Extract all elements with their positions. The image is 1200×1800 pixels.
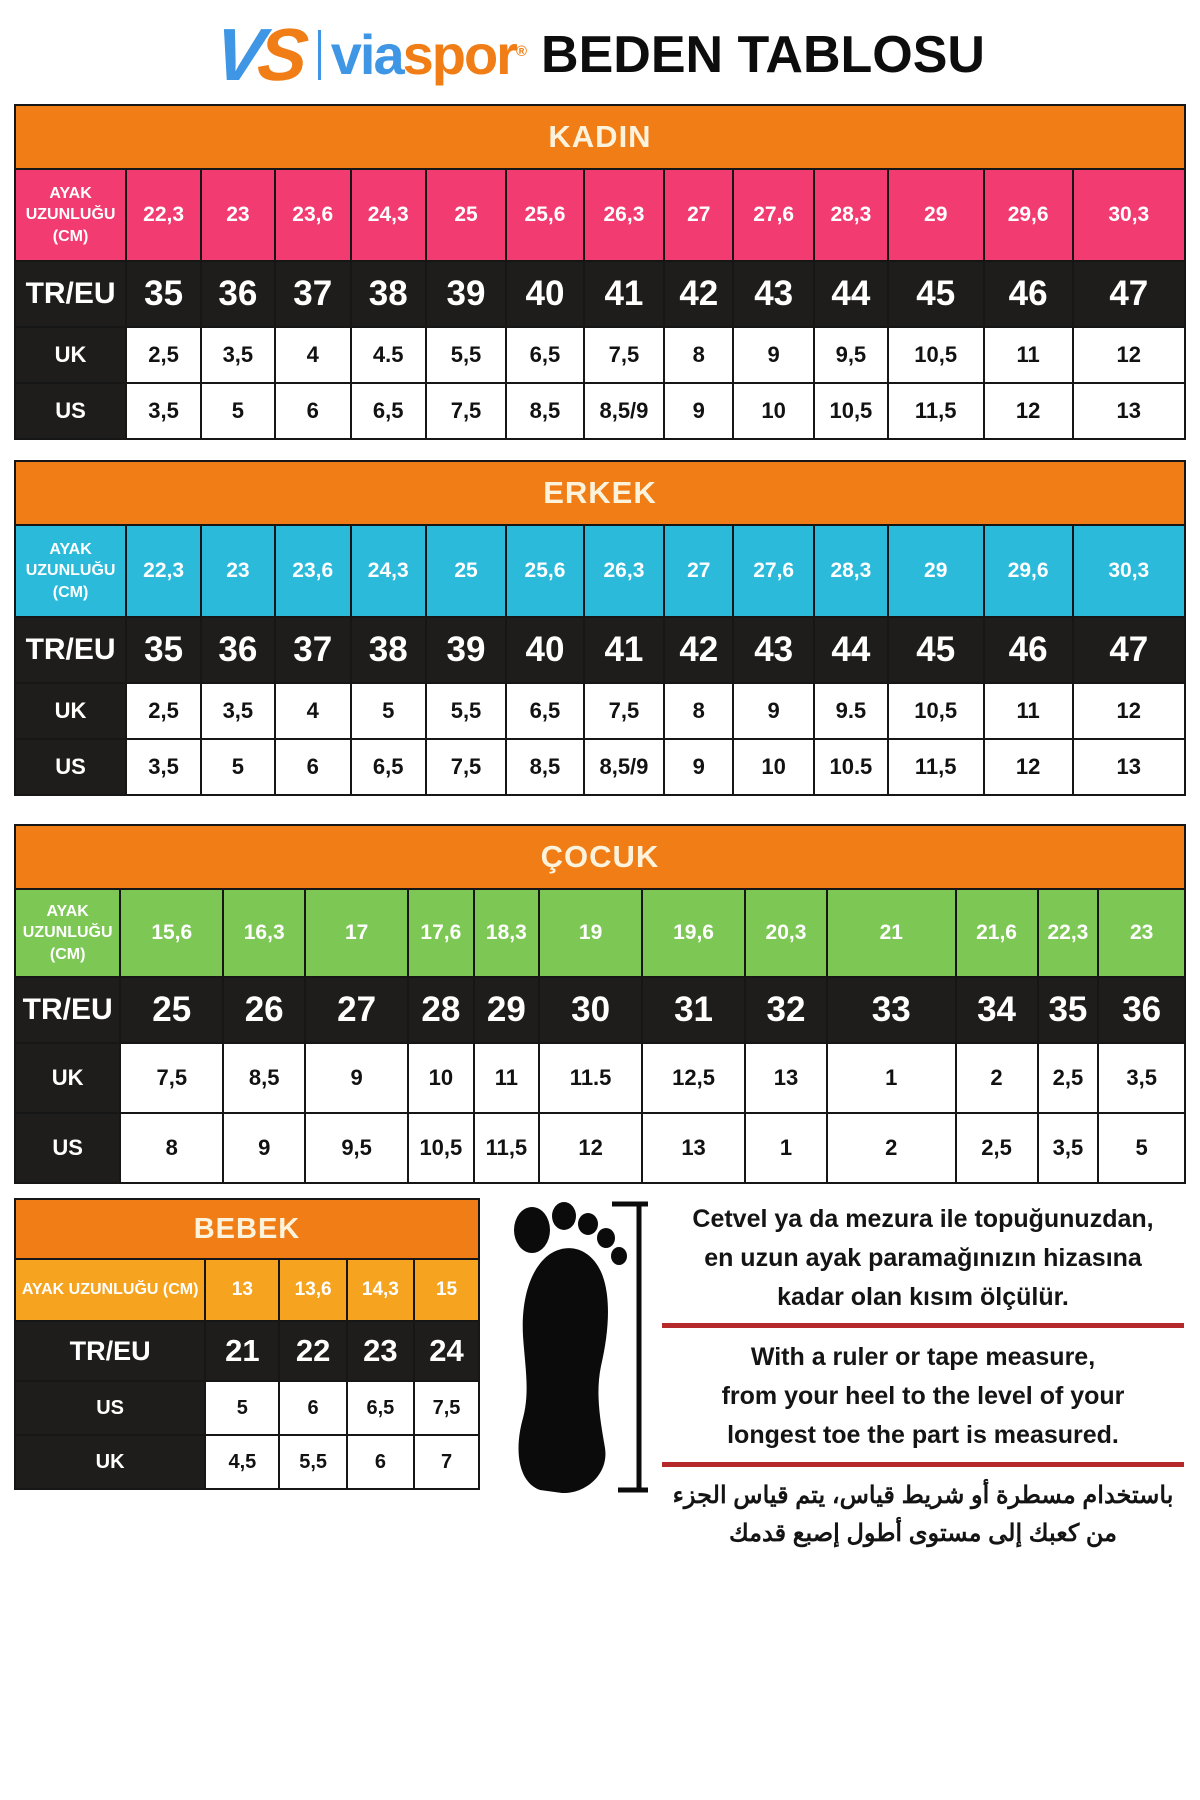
- size-cell: 33: [827, 977, 956, 1043]
- children-size-table: [14, 824, 1186, 1184]
- size-cell: 9,5: [305, 1113, 408, 1183]
- instructions-arabic: [660, 1477, 1186, 1554]
- size-cell: 16,3: [223, 889, 305, 977]
- size-cell: 24,3: [351, 525, 426, 617]
- size-cell: 11: [984, 683, 1073, 739]
- size-cell: 5: [205, 1381, 279, 1435]
- row-label: US: [15, 383, 126, 439]
- row-label: UK: [15, 683, 126, 739]
- row-label: US: [15, 1381, 205, 1435]
- size-cell: 36: [201, 261, 275, 327]
- size-cell: 8: [664, 683, 733, 739]
- size-cell: 27: [664, 169, 733, 261]
- size-cell: 6,5: [351, 383, 426, 439]
- size-cell: 25: [426, 169, 507, 261]
- measurement-instructions: [648, 1198, 1186, 1553]
- row-label: TR/EU: [15, 977, 120, 1043]
- instruction-line: باستخدام مسطرة أو شريط قياس، يتم قياس الجزء: [672, 1481, 1174, 1509]
- size-cell: 32: [745, 977, 827, 1043]
- size-cell: 12: [1073, 327, 1185, 383]
- size-cell: 11,5: [888, 383, 984, 439]
- instruction-line: longest toe the part is measured.: [727, 1420, 1119, 1449]
- size-cell: 47: [1073, 261, 1185, 327]
- size-cell: 18,3: [474, 889, 540, 977]
- size-cell: 6: [347, 1435, 414, 1489]
- size-cell: 4: [275, 683, 351, 739]
- size-cell: 4,5: [205, 1435, 279, 1489]
- size-cell: 13: [205, 1259, 279, 1321]
- row-label: UK: [15, 327, 126, 383]
- size-cell: 7,5: [414, 1381, 479, 1435]
- size-cell: 3,5: [1038, 1113, 1099, 1183]
- size-cell: 7,5: [426, 739, 507, 795]
- size-cell: 2: [827, 1113, 956, 1183]
- size-cell: 4.5: [351, 327, 426, 383]
- size-cell: 15: [414, 1259, 479, 1321]
- row-label: UK: [15, 1043, 120, 1113]
- size-cell: 29,6: [984, 525, 1073, 617]
- size-cell: 3,5: [126, 383, 201, 439]
- instruction-line: kadar olan kısım ölçülür.: [777, 1282, 1069, 1311]
- row-label: AYAK UZUNLUĞU (CM): [15, 1259, 205, 1321]
- size-cell: 45: [888, 261, 984, 327]
- size-cell: 29: [474, 977, 540, 1043]
- size-cell: 38: [351, 617, 426, 683]
- size-cell: 9,5: [814, 327, 888, 383]
- size-cell: 37: [275, 261, 351, 327]
- size-cell: 9: [664, 739, 733, 795]
- size-cell: 42: [664, 617, 733, 683]
- size-cell: 2,5: [126, 327, 201, 383]
- size-cell: 12: [984, 383, 1073, 439]
- bebek-table-title: BEBEK: [15, 1199, 479, 1259]
- size-cell: 10,5: [888, 683, 984, 739]
- foot-diagram: [488, 1198, 648, 1496]
- size-cell: 27,6: [733, 169, 814, 261]
- size-cell: 13,6: [279, 1259, 346, 1321]
- size-cell: 8,5: [506, 739, 583, 795]
- instruction-line: en uzun ayak paramağınızın hizasına: [704, 1243, 1142, 1272]
- size-cell: 13: [1073, 739, 1185, 795]
- size-cell: 27: [305, 977, 408, 1043]
- size-cell: 27: [664, 525, 733, 617]
- size-cell: 35: [1038, 977, 1099, 1043]
- registered-mark-icon: ®: [515, 43, 526, 60]
- size-cell: 1: [827, 1043, 956, 1113]
- size-cell: 40: [506, 617, 583, 683]
- size-cell: 38: [351, 261, 426, 327]
- row-label: TR/EU: [15, 261, 126, 327]
- size-cell: 36: [201, 617, 275, 683]
- size-cell: 46: [984, 617, 1073, 683]
- row-label: AYAK UZUNLUĞU (CM): [15, 889, 120, 977]
- size-cell: 12: [984, 739, 1073, 795]
- instructions-turkish: [660, 1200, 1186, 1316]
- size-cell: 23,6: [275, 525, 351, 617]
- size-cell: 10: [408, 1043, 474, 1113]
- size-cell: 6,5: [506, 683, 583, 739]
- row-label: US: [15, 1113, 120, 1183]
- row-label: US: [15, 739, 126, 795]
- size-cell: 23: [347, 1321, 414, 1381]
- size-cell: 8: [664, 327, 733, 383]
- instruction-line: from your heel to the level of your: [721, 1382, 1125, 1410]
- size-cell: 8,5: [223, 1043, 305, 1113]
- size-cell: 10,5: [814, 383, 888, 439]
- size-cell: 43: [733, 617, 814, 683]
- size-cell: 25,6: [506, 169, 583, 261]
- size-cell: 6: [275, 383, 351, 439]
- row-label: AYAK UZUNLUĞU (CM): [15, 525, 126, 617]
- instructions-english: [660, 1338, 1186, 1454]
- size-cell: 40: [506, 261, 583, 327]
- size-cell: 5,5: [426, 327, 507, 383]
- size-cell: 23: [201, 169, 275, 261]
- size-cell: 2: [956, 1043, 1038, 1113]
- men-size-table: [14, 460, 1186, 796]
- size-cell: 3,5: [1098, 1043, 1185, 1113]
- row-label: UK: [15, 1435, 205, 1489]
- size-cell: 6,5: [351, 739, 426, 795]
- size-cell: 21: [205, 1321, 279, 1381]
- size-cell: 17,6: [408, 889, 474, 977]
- brand-wordmark: viaspor®: [330, 23, 526, 86]
- size-cell: 11,5: [474, 1113, 540, 1183]
- size-cell: 5: [1098, 1113, 1185, 1183]
- size-cell: 25: [120, 977, 223, 1043]
- size-cell: 17: [305, 889, 408, 977]
- size-cell: 30,3: [1073, 525, 1185, 617]
- size-cell: 30,3: [1073, 169, 1185, 261]
- size-cell: 7: [414, 1435, 479, 1489]
- row-label: TR/EU: [15, 617, 126, 683]
- size-cell: 19,6: [642, 889, 745, 977]
- size-cell: 11.5: [539, 1043, 642, 1113]
- page-header: [14, 12, 1186, 98]
- size-cell: 14,3: [347, 1259, 414, 1321]
- size-cell: 42: [664, 261, 733, 327]
- size-cell: 2,5: [956, 1113, 1038, 1183]
- size-cell: 22,3: [126, 169, 201, 261]
- baby-size-table: [14, 1198, 480, 1490]
- size-cell: 7,5: [584, 683, 665, 739]
- size-cell: 7,5: [584, 327, 665, 383]
- page-title: BEDEN TABLOSU: [541, 26, 985, 84]
- size-cell: 9: [305, 1043, 408, 1113]
- size-cell: 44: [814, 617, 888, 683]
- size-cell: 10: [733, 383, 814, 439]
- size-cell: 11,5: [888, 739, 984, 795]
- size-cell: 19: [539, 889, 642, 977]
- size-cell: 30: [539, 977, 642, 1043]
- size-cell: 11: [984, 327, 1073, 383]
- size-cell: 4: [275, 327, 351, 383]
- size-cell: 3,5: [201, 683, 275, 739]
- instruction-line: من كعبك إلى مستوى أطول إصبع قدمك: [728, 1519, 1118, 1547]
- size-cell: 2,5: [1038, 1043, 1099, 1113]
- size-cell: 22: [279, 1321, 346, 1381]
- size-cell: 1: [745, 1113, 827, 1183]
- size-cell: 28: [408, 977, 474, 1043]
- size-cell: 5: [201, 739, 275, 795]
- size-cell: 6,5: [506, 327, 583, 383]
- size-cell: 24: [414, 1321, 479, 1381]
- size-cell: 22,3: [126, 525, 201, 617]
- size-cell: 45: [888, 617, 984, 683]
- size-cell: 12,5: [642, 1043, 745, 1113]
- size-cell: 7,5: [120, 1043, 223, 1113]
- size-cell: 27,6: [733, 525, 814, 617]
- size-cell: 5: [351, 683, 426, 739]
- size-cell: 3,5: [201, 327, 275, 383]
- size-cell: 12: [539, 1113, 642, 1183]
- measurement-line: [612, 1204, 648, 1490]
- size-cell: 37: [275, 617, 351, 683]
- size-cell: 31: [642, 977, 745, 1043]
- foot-silhouette: [514, 1202, 627, 1493]
- size-cell: 25,6: [506, 525, 583, 617]
- size-cell: 26: [223, 977, 305, 1043]
- size-cell: 13: [642, 1113, 745, 1183]
- size-cell: 39: [426, 617, 507, 683]
- size-cell: 46: [984, 261, 1073, 327]
- size-cell: 36: [1098, 977, 1185, 1043]
- logo-vs-monogram: VS: [210, 13, 307, 96]
- size-cell: 10,5: [408, 1113, 474, 1183]
- viaspor-logo: [210, 13, 526, 96]
- size-cell: 3,5: [126, 739, 201, 795]
- size-cell: 29,6: [984, 169, 1073, 261]
- size-cell: 43: [733, 261, 814, 327]
- size-cell: 11: [474, 1043, 540, 1113]
- size-cell: 28,3: [814, 525, 888, 617]
- row-label: AYAK UZUNLUĞU (CM): [15, 169, 126, 261]
- size-cell: 12: [1073, 683, 1185, 739]
- size-cell: 41: [584, 261, 665, 327]
- size-cell: 26,3: [584, 169, 665, 261]
- size-cell: 9: [733, 683, 814, 739]
- size-cell: 15,6: [120, 889, 223, 977]
- size-cell: 9.5: [814, 683, 888, 739]
- size-cell: 44: [814, 261, 888, 327]
- size-cell: 29: [888, 525, 984, 617]
- size-cell: 20,3: [745, 889, 827, 977]
- size-cell: 25: [426, 525, 507, 617]
- size-cell: 5: [201, 383, 275, 439]
- size-cell: 47: [1073, 617, 1185, 683]
- size-cell: 7,5: [426, 383, 507, 439]
- size-cell: 13: [1073, 383, 1185, 439]
- logo-divider: [318, 30, 321, 80]
- red-divider: [662, 1323, 1184, 1328]
- size-cell: 39: [426, 261, 507, 327]
- foot-measure-figure: [488, 1198, 648, 1501]
- size-cell: 6: [275, 739, 351, 795]
- size-cell: 9: [223, 1113, 305, 1183]
- size-cell: 13: [745, 1043, 827, 1113]
- women-size-table: [14, 104, 1186, 440]
- bottom-section: [14, 1198, 1186, 1553]
- instruction-line: Cetvel ya da mezura ile topuğunuzdan,: [692, 1205, 1154, 1233]
- size-cell: 41: [584, 617, 665, 683]
- size-cell: 35: [126, 261, 201, 327]
- size-cell: 2,5: [126, 683, 201, 739]
- size-cell: 5,5: [279, 1435, 346, 1489]
- size-cell: 28,3: [814, 169, 888, 261]
- erkek-table-title: ERKEK: [15, 461, 1185, 525]
- size-cell: 29: [888, 169, 984, 261]
- row-label: TR/EU: [15, 1321, 205, 1381]
- size-cell: 34: [956, 977, 1038, 1043]
- size-cell: 22,3: [1038, 889, 1099, 977]
- kadin-table-title: KADIN: [15, 105, 1185, 169]
- size-cell: 10: [733, 739, 814, 795]
- size-cell: 26,3: [584, 525, 665, 617]
- size-cell: 10,5: [888, 327, 984, 383]
- cocuk-table-title: ÇOCUK: [15, 825, 1185, 889]
- size-cell: 6,5: [347, 1381, 414, 1435]
- size-cell: 23,6: [275, 169, 351, 261]
- size-cell: 10.5: [814, 739, 888, 795]
- size-cell: 8,5: [506, 383, 583, 439]
- size-cell: 9: [733, 327, 814, 383]
- size-cell: 23: [201, 525, 275, 617]
- size-cell: 9: [664, 383, 733, 439]
- size-cell: 8: [120, 1113, 223, 1183]
- size-cell: 35: [126, 617, 201, 683]
- size-cell: 8,5/9: [584, 383, 665, 439]
- size-cell: 8,5/9: [584, 739, 665, 795]
- red-divider: [662, 1462, 1184, 1467]
- size-cell: 6: [279, 1381, 346, 1435]
- size-cell: 5,5: [426, 683, 507, 739]
- instruction-line: With a ruler or tape measure,: [750, 1343, 1096, 1372]
- size-cell: 21: [827, 889, 956, 977]
- size-cell: 21,6: [956, 889, 1038, 977]
- size-cell: 23: [1098, 889, 1185, 977]
- size-cell: 24,3: [351, 169, 426, 261]
